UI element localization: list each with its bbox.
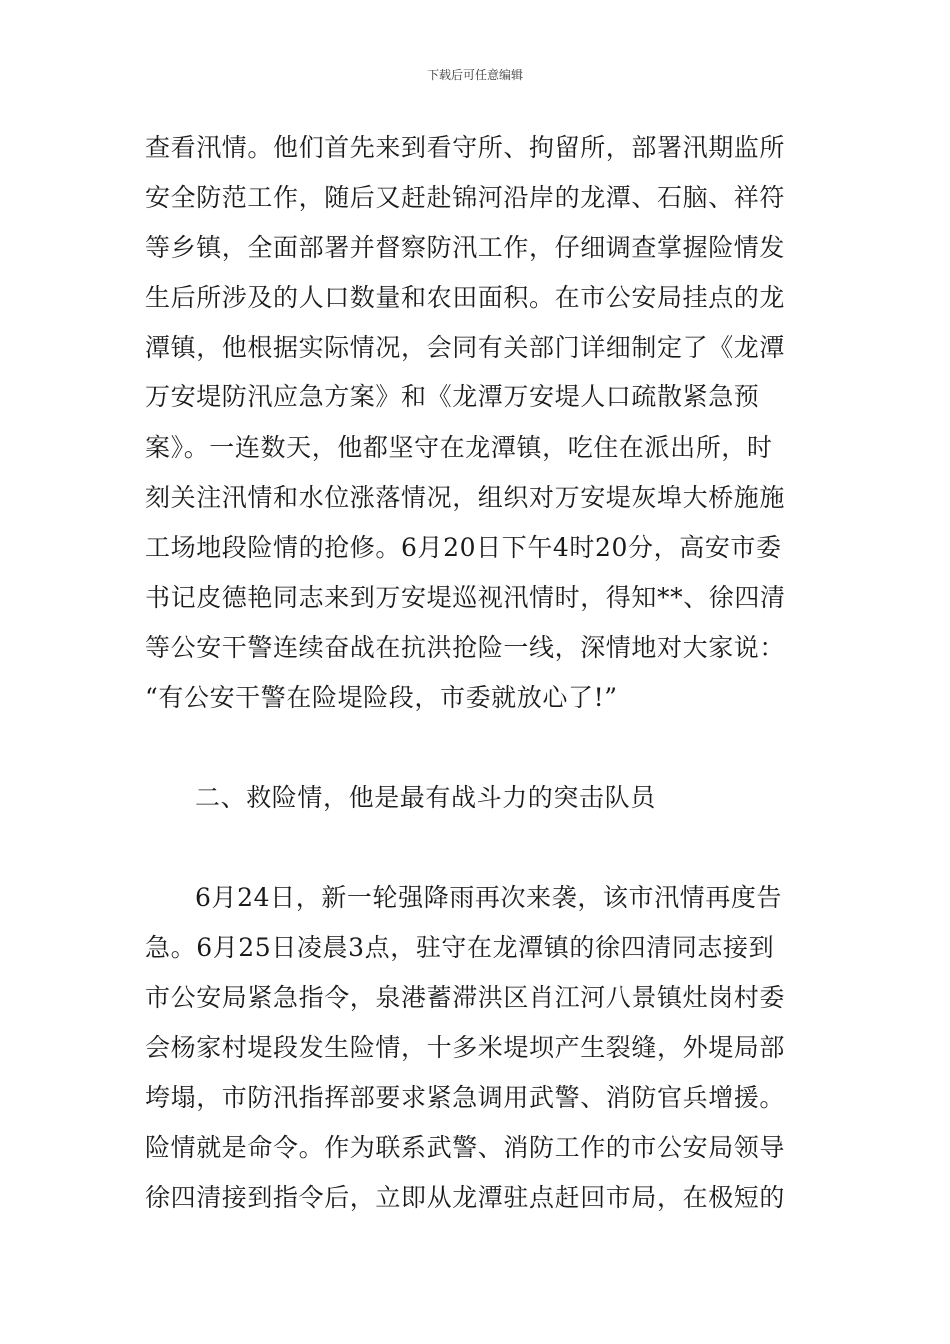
paragraph2-line-3: 市公安局紧急指令，泉港蓄滞洪区肖江河八景镇灶岗村委	[145, 983, 786, 1012]
paragraph1-line-3: 等乡镇，全面部署并督察防汛工作，仔细调查掌握险情发	[145, 233, 786, 262]
paragraph1-line-1: 查看汛情。他们首先来到看守所、拘留所，部署汛期监所	[145, 133, 786, 162]
paragraph2-line-6: 险情就是命令。作为联系武警、消防工作的市公安局领导	[145, 1133, 786, 1162]
paragraph2-line-2: 急。6月25日凌晨3点，驻守在龙潭镇的徐四清同志接到	[145, 933, 775, 962]
paragraph1-line-8: 刻关注汛情和水位涨落情况，组织对万安堤灰埠大桥施施	[145, 483, 786, 512]
paragraph2-line-7: 徐四清接到指令后，立即从龙潭驻点赶回市局，在极短的	[145, 1183, 786, 1212]
paragraph1-line-9: 工场地段险情的抢修。6月20日下午4时20分，高安市委	[145, 533, 782, 562]
paragraph2-line-4: 会杨家村堤段发生险情，十多米堤坝产生裂缝，外堤局部	[145, 1033, 786, 1062]
paragraph2-line-5: 垮塌，市防汛指挥部要求紧急调用武警、消防官兵增援。	[145, 1083, 786, 1112]
paragraph1-line-6: 万安堤防汛应急方案》和《龙潭万安堤人口疏散紧急预	[145, 382, 760, 411]
paragraph1-line-4: 生后所涉及的人口数量和农田面积。在市公安局挂点的龙	[145, 283, 786, 312]
section-heading: 二、救险情，他是最有战斗力的突击队员	[195, 783, 656, 812]
paragraph1-line-2: 安全防范工作，随后又赶赴锦河沿岸的龙潭、石脑、祥符	[145, 183, 786, 212]
page-header: 下载后可任意编辑	[426, 68, 523, 82]
paragraph1-line-12: “有公安干警在险堤险段，市委就放心了!”	[145, 683, 618, 712]
paragraph1-line-10: 书记皮德艳同志来到万安堤巡视汛情时，得知**、徐四清	[145, 583, 786, 612]
paragraph1-line-5: 潭镇，他根据实际情况，会同有关部门详细制定了《龙潭	[145, 333, 786, 362]
paragraph1-line-11: 等公安干警连续奋战在抗洪抢险一线，深情地对大家说：	[145, 633, 786, 662]
paragraph1-line-7: 案》。一连数天，他都坚守在龙潭镇，吃住在派出所，时	[145, 433, 773, 462]
paragraph2-line-1: 6月24日，新一轮强降雨再次来袭，该市汛情再度告	[195, 883, 783, 912]
